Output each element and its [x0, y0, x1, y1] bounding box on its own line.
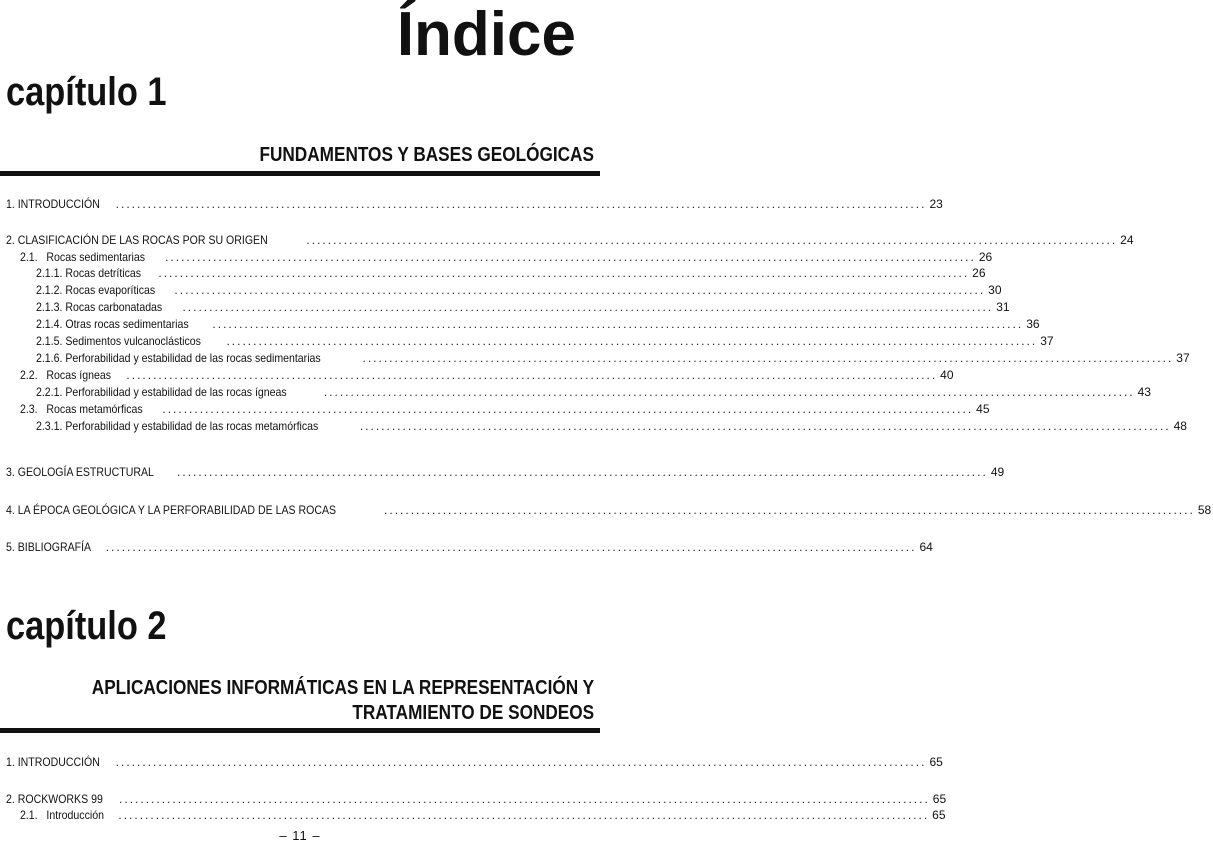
- toc-entry[interactable]: [0, 232, 1134, 248]
- toc-entry-label: 2.3.1. Perforabilidad y estabilidad de las rocas metamórficas: [36, 419, 319, 433]
- toc-entry-label: 3. GEOLOGÍA ESTRUCTURAL: [6, 465, 154, 479]
- leader-dots: ........................................................................................................................................................: [174, 283, 986, 297]
- toc-entry[interactable]: [0, 367, 954, 383]
- toc-entry[interactable]: [0, 384, 1151, 400]
- toc-entry-page: 23: [929, 197, 943, 211]
- toc-entry-label: 1. INTRODUCCIÓN: [6, 197, 100, 211]
- toc-entry-page: 43: [1137, 385, 1151, 399]
- toc-entry[interactable]: [0, 418, 1187, 434]
- page-number: – 11 –: [279, 828, 321, 843]
- toc-entry-page: 65: [929, 755, 943, 769]
- toc-entry-page: 45: [976, 402, 990, 416]
- chapter-1-title: capítulo 1: [6, 70, 167, 114]
- toc-entry[interactable]: [0, 502, 1212, 518]
- leader-dots: ........................................................................................................................................................: [115, 755, 927, 769]
- toc-entry-page: 26: [978, 250, 993, 264]
- leader-dots: ........................................................................................................................................................: [177, 465, 988, 479]
- toc-entry-label: 4. LA ÉPOCA GEOLÓGICA Y LA PERFORABILIDAD DE LAS ROCAS: [6, 503, 337, 517]
- toc-entry[interactable]: [0, 333, 1054, 349]
- chapter-1-subtitle-line: FUNDAMENTOS Y BASES GEOLÓGICAS: [259, 144, 594, 166]
- leader-dots: ........................................................................................................................................................: [306, 233, 1118, 247]
- toc-entry-page: 49: [990, 465, 1005, 479]
- chapter-2-subtitle-line: APLICACIONES INFORMÁTICAS EN LA REPRESENTACIÓN Y: [91, 677, 594, 699]
- toc-entry-page: 37: [1040, 334, 1054, 348]
- toc-entry-page: 36: [1026, 317, 1040, 331]
- leader-dots: ........................................................................................................................................................: [115, 197, 927, 211]
- leader-dots: ........................................................................................................................................................: [384, 503, 1195, 517]
- toc-entry-label: 5. BIBLIOGRAFÍA: [6, 540, 92, 554]
- toc-entry-label: 2.2.1. Perforabilidad y estabilidad de las rocas ígneas: [36, 385, 287, 399]
- toc-entry[interactable]: [0, 265, 986, 281]
- chapter-2-subtitle: [92, 676, 594, 726]
- toc-entry[interactable]: [0, 282, 1002, 298]
- toc-entry-page: 65: [932, 808, 946, 822]
- leader-dots: ........................................................................................................................................................: [226, 334, 1038, 348]
- leader-dots: ........................................................................................................................................................: [158, 266, 970, 280]
- toc-entry-label: 2.1.2. Rocas evaporíticas: [36, 283, 156, 297]
- toc-entry-label: 2.1. Introducción: [20, 808, 104, 822]
- toc-entry[interactable]: [0, 316, 1040, 332]
- leader-dots: ........................................................................................................................................................: [162, 402, 974, 416]
- toc-entry[interactable]: [0, 464, 1005, 480]
- toc-entry-label: 2.3. Rocas metamórficas: [20, 402, 143, 416]
- chapter-1-subtitle: [260, 143, 594, 168]
- toc-entry-page: 48: [1173, 419, 1187, 433]
- toc-entry-page: 40: [940, 368, 954, 382]
- toc-entry-label: 1. INTRODUCCIÓN: [6, 755, 100, 769]
- chapter-2-rule: [0, 728, 600, 733]
- toc-entry[interactable]: [0, 539, 933, 555]
- toc-entry-label: 2.1.5. Sedimentos vulcanoclásticos: [36, 334, 201, 348]
- toc-entry-page: 58: [1197, 503, 1212, 517]
- toc-entry-label: 2.1.3. Rocas carbonatadas: [36, 300, 163, 314]
- leader-dots: ........................................................................................................................................................: [165, 250, 976, 264]
- toc-entry-label: 2.1.6. Perforabilidad y estabilidad de las rocas sedimentarias: [36, 351, 321, 365]
- toc-entry-label: 2.1. Rocas sedimentarias: [20, 250, 146, 264]
- chapter-2-subtitle-line: TRATAMIENTO DE SONDEOS: [352, 702, 594, 724]
- toc-entry-label: 2. ROCKWORKS 99: [6, 792, 103, 806]
- leader-dots: ........................................................................................................................................................: [359, 419, 1171, 433]
- leader-dots: ........................................................................................................................................................: [126, 368, 938, 382]
- leader-dots: ........................................................................................................................................................: [182, 300, 994, 314]
- index-title: Índice: [396, 0, 576, 69]
- chapter-2-title: capítulo 2: [6, 604, 167, 648]
- toc-entry-page: 65: [932, 792, 947, 806]
- toc-entry[interactable]: [0, 401, 990, 417]
- toc-entry[interactable]: [0, 754, 943, 770]
- leader-dots: ........................................................................................................................................................: [105, 540, 917, 554]
- leader-dots: ........................................................................................................................................................: [212, 317, 1024, 331]
- chapter-1-rule: [0, 171, 600, 176]
- toc-entry[interactable]: [0, 196, 943, 212]
- toc-entry-page: 30: [988, 283, 1002, 297]
- toc-entry-label: 2.1.4. Otras rocas sedimentarias: [36, 317, 189, 331]
- leader-dots: ........................................................................................................................................................: [118, 808, 930, 822]
- toc-entry-page: 31: [996, 300, 1010, 314]
- toc-entry[interactable]: [0, 791, 947, 807]
- leader-dots: ........................................................................................................................................................: [323, 385, 1135, 399]
- toc-entry-page: 24: [1120, 233, 1134, 247]
- toc-entry[interactable]: [0, 249, 993, 265]
- toc-entry-page: 26: [972, 266, 986, 280]
- toc-entry[interactable]: [0, 299, 1010, 315]
- toc-entry-label: 2.2. Rocas ígneas: [20, 368, 111, 382]
- toc-entry[interactable]: [0, 807, 946, 823]
- toc-entry-page: 64: [919, 540, 933, 554]
- toc-entry-page: 37: [1176, 351, 1190, 365]
- toc-entry[interactable]: [0, 350, 1190, 366]
- leader-dots: ........................................................................................................................................................: [119, 792, 930, 806]
- toc-entry-label: 2. CLASIFICACIÓN DE LAS ROCAS POR SU ORIGEN: [6, 233, 268, 247]
- leader-dots: ........................................................................................................................................................: [362, 351, 1174, 365]
- toc-entry-label: 2.1.1. Rocas detríticas: [36, 266, 142, 280]
